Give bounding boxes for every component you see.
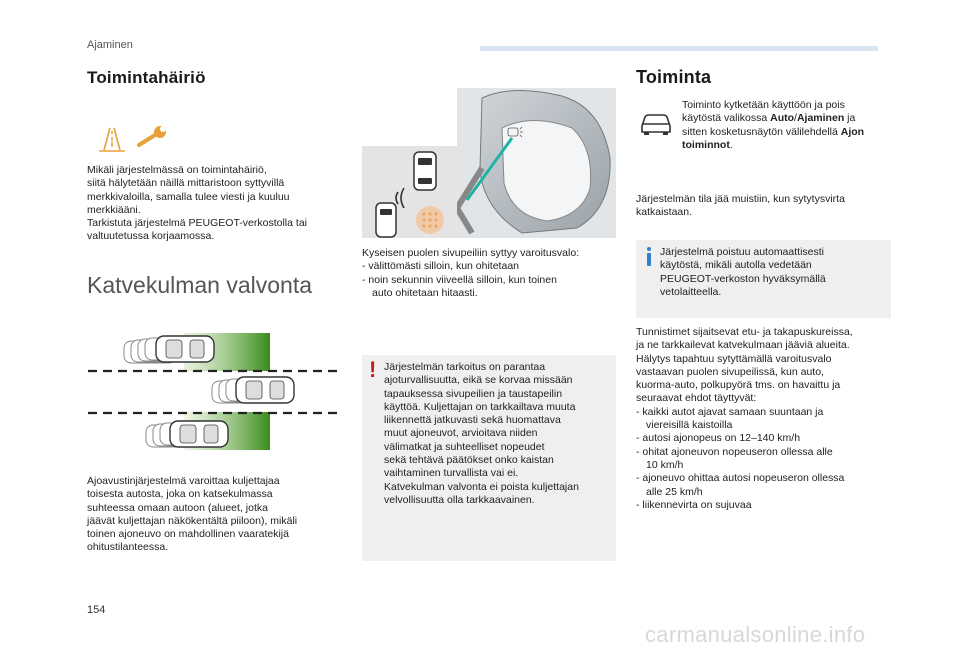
header-bar	[480, 46, 878, 51]
condition-item: - ohitat ajoneuvon nopeuseron ollessa alle	[636, 445, 833, 458]
watermark: carmanualsonline.info	[645, 622, 866, 647]
mirror-illustration	[362, 88, 616, 238]
page-number: 154	[87, 604, 106, 616]
activation-text: Toiminto kytketään käyttöön ja pois käytöstä valikossa Auto/Ajaminen ja sitten kosketusnäytön välilehdellä Ajon toiminnot.	[682, 99, 865, 151]
svg-text:!: !	[110, 139, 114, 149]
bsm-title: Katvekulman valvonta	[87, 272, 313, 298]
car-settings-icon	[638, 110, 674, 136]
info-text: Järjestelmä poistuu automaattisesti käytöstä, mikäli autolla vedetään PEUGEOT-verkoston hyväksymällä vetolaitteella.	[660, 246, 826, 298]
info-icon	[647, 247, 651, 251]
operation-title: Toiminta	[636, 67, 712, 87]
malfunction-title: Toimintahäiriö	[87, 68, 206, 87]
section-header: Ajaminen	[87, 39, 133, 51]
malfunction-text: Mikäli järjestelmässä on toimintahäiriö, siitä hälytetään näillä mittaristoon syttyvillä merkkivaloilla, samalla tulee viesti ja kuuluu merkkiääni. Tarkistuta järjestelmä PEUGEOT-verkostolla tai valtuutetussa korjaamossa.	[87, 164, 307, 243]
condition-item: - ajoneuvo ohittaa autosi nopeuseron ollessa	[636, 472, 845, 485]
exclamation-icon: !	[369, 357, 377, 382]
info-box	[636, 240, 891, 318]
condition-item: - kaikki autot ajavat samaan suuntaan ja	[636, 405, 824, 418]
mirror-light-text: Kyseisen puolen sivupeiliin syttyy varoitusvalo: - välittömästi silloin, kun ohitetaan - noin sekunnin viiveellä silloin, kun toinen auto ohitetaan hitaasti.	[362, 247, 580, 299]
lane-illustration	[86, 330, 346, 460]
wrench-icon	[135, 125, 169, 151]
condition-item: - autosi ajonopeus on 12–140 km/h	[636, 432, 801, 445]
warning-box	[362, 355, 616, 561]
memory-text: Järjestelmän tila jää muistiin, kun sytytysvirta katkaistaan.	[636, 193, 845, 219]
sensor-text: Tunnistimet sijaitsevat etu- ja takapuskureissa, ja ne tarkkailevat katvekulmaan jääviä alueita. Hälytys tapahtuu sytyttämällä varoitusvalo vastaavan puolen sivupeilissä, kun auto, kuorma-auto, polkupyörä tms. on havaittu ja seuraavat ehdot täyttyvät: - kaikki autot ajavat samaan suuntaan ja viereisillä kaistoilla - autosi ajonopeus on 12–140 km/h - ohitat ajoneuvon nopeuseron ollessa alle 10 km/h - ajoneuvo ohittaa autosi nopeuseron ollessa alle 25 km/h - liikennevirta on sujuvaa	[636, 326, 898, 512]
condition-item: - liikennevirta on sujuvaa	[636, 498, 752, 511]
warning-triangle-icon	[95, 125, 129, 153]
bsm-description: Ajoavustinjärjestelmä varoittaa kuljettajaa toisesta autosta, joka on katsekulmassa suhteessa omaan autoon (alueet, jotka jäävät kuljettajan näkökentältä piiloon), mikäli toinen ajoneuvo on mahdollinen vaaratekijä ohitustilanteessa.	[87, 475, 298, 554]
warning-text: Järjestelmän tarkoitus on parantaa ajoturvallisuutta, eikä se korvaa missään tapauksessa sivupeilien ja taustapeilin käyttöä. Kuljettajan on tarkkailtava muuta liikennettä jatkuvasti sekä huomattava muut ajoneuvot, arvioitava niiden välimatkat ja suhteelliset nopeudet sekä tehtävä päätökset onko kaistan vaihtaminen turvallista vai ei. Katvekulman valvonta ei poista kuljettajan velvollisuutta olla tarkkaavainen.	[384, 361, 579, 506]
